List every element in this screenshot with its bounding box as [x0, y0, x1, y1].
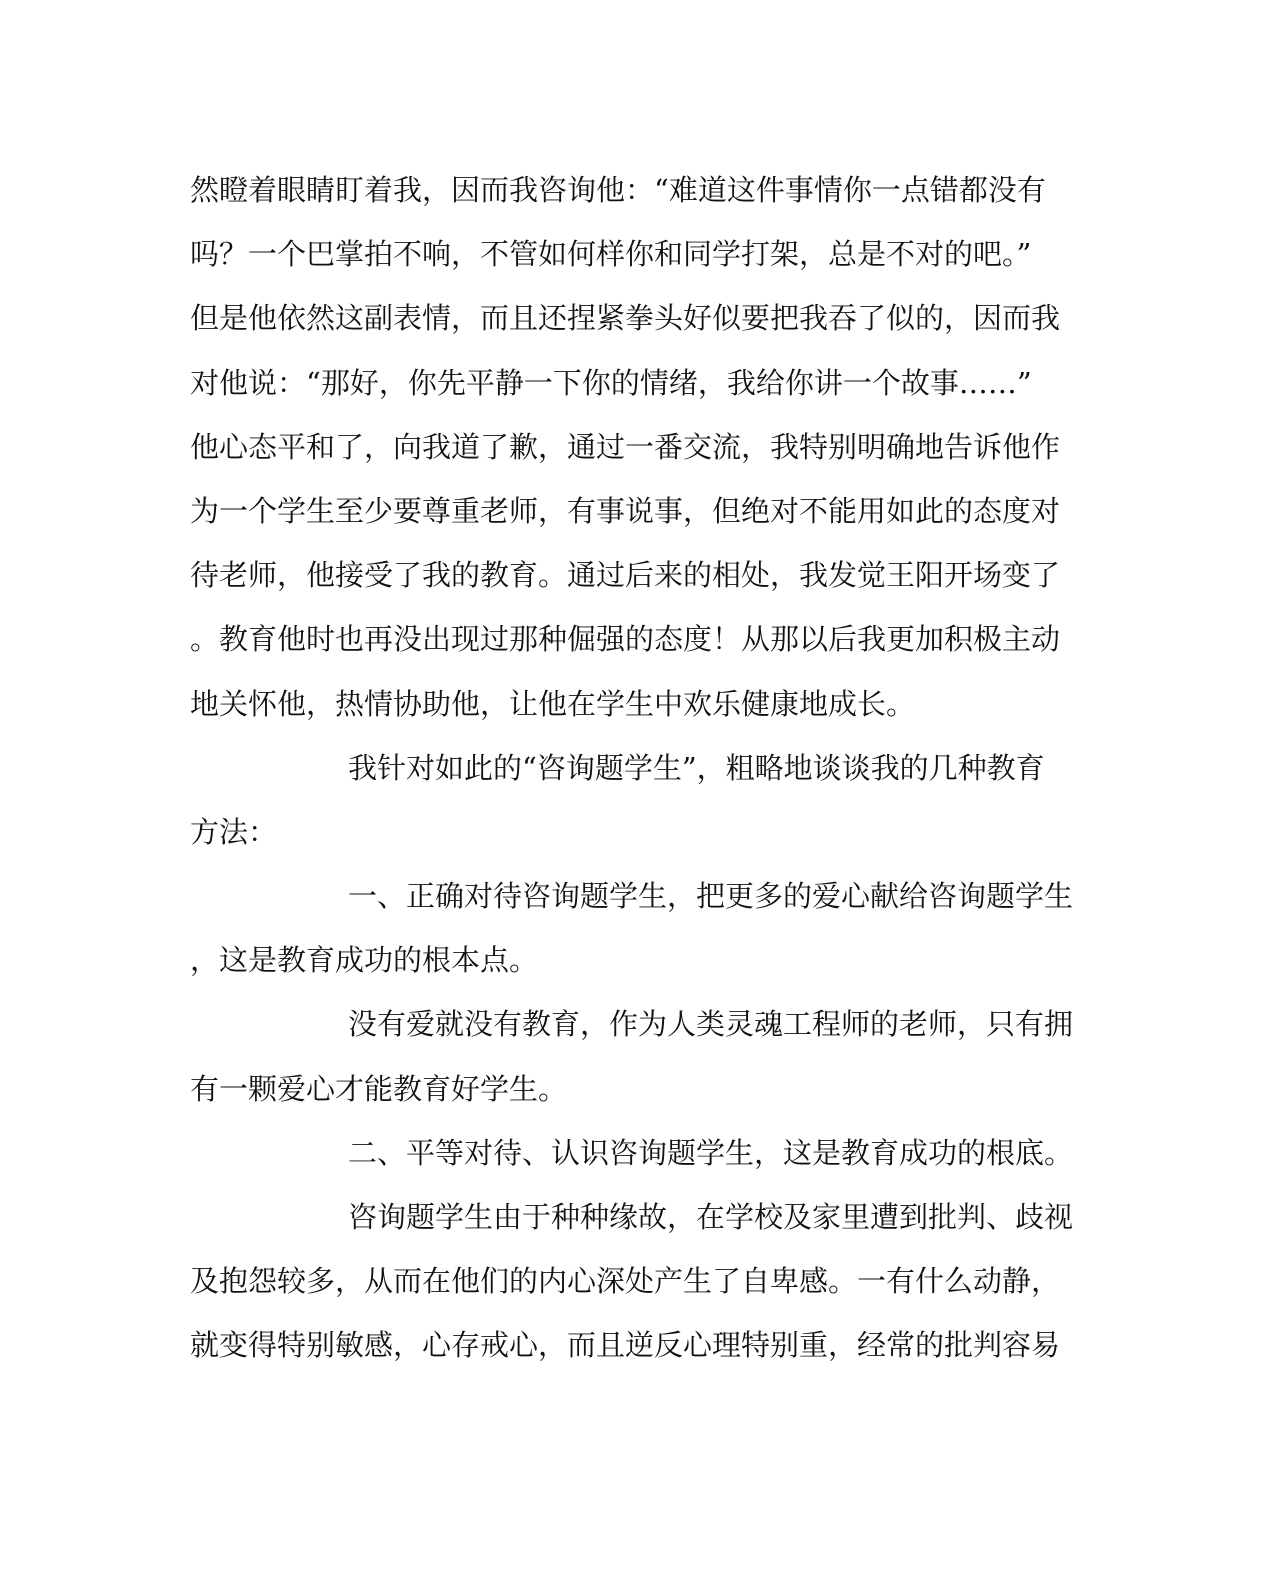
text-line: 为一个学生至少要尊重老师，有事说事，但绝对不能用如此的态度对: [190, 493, 1061, 528]
text-line: 他心态平和了，向我道了歉，通过一番交流，我特别明确地告诉他作: [190, 429, 1061, 464]
paragraph-first-line: 我针对如此的“咨询题学生”，粗略地谈谈我的几种教育: [348, 750, 1045, 785]
paragraph-first-line: 没有爱就没有教育，作为人类灵魂工程师的老师，只有拥: [348, 1007, 1074, 1042]
text-line: 及抱怨较多，从而在他们的内心深处产生了自卑感。一有什么动静，: [190, 1264, 1061, 1299]
text-line: 吗？一个巴掌拍不响，不管如何样你和同学打架，总是不对的吧。”: [190, 237, 1032, 272]
paragraph-first-line: 一、正确对待咨询题学生，把更多的爱心献给咨询题学生: [348, 879, 1074, 914]
text-line: 待老师，他接受了我的教育。通过后来的相处，我发觉王阳开场变了: [190, 558, 1061, 593]
document-body: [190, 158, 1074, 1378]
text-line: ，这是教育成功的根本点。: [190, 943, 539, 978]
paragraph-first-line: 咨询题学生由于种种缘故，在学校及家里遭到批判、歧视: [348, 1200, 1074, 1234]
text-line: 方法：: [190, 814, 278, 849]
text-line: 对他说：“那好，你先平静一下你的情绪，我给你讲一个故事……”: [190, 365, 1032, 400]
text-line: 有一颗爱心才能教育好学生。: [190, 1071, 568, 1106]
text-line: 但是他依然这副表情，而且还捏紧拳头好似要把我吞了似的，因而我: [190, 301, 1061, 336]
text-line: 地关怀他，热情协助他，让他在学生中欢乐健康地成长。: [190, 686, 916, 721]
text-line: 就变得特别敏感，心存戒心，而且逆反心理特别重，经常的批判容易: [190, 1328, 1061, 1363]
paragraph-first-line: 二、平等对待、认识咨询题学生，这是教育成功的根底。: [348, 1135, 1074, 1170]
text-line: 。教育他时也再没出现过那种倔强的态度！从那以后我更加积极主动: [190, 622, 1061, 657]
text-line: 然瞪着眼睛盯着我，因而我咨询他：“难道这件事情你一点错都没有: [190, 173, 1046, 207]
